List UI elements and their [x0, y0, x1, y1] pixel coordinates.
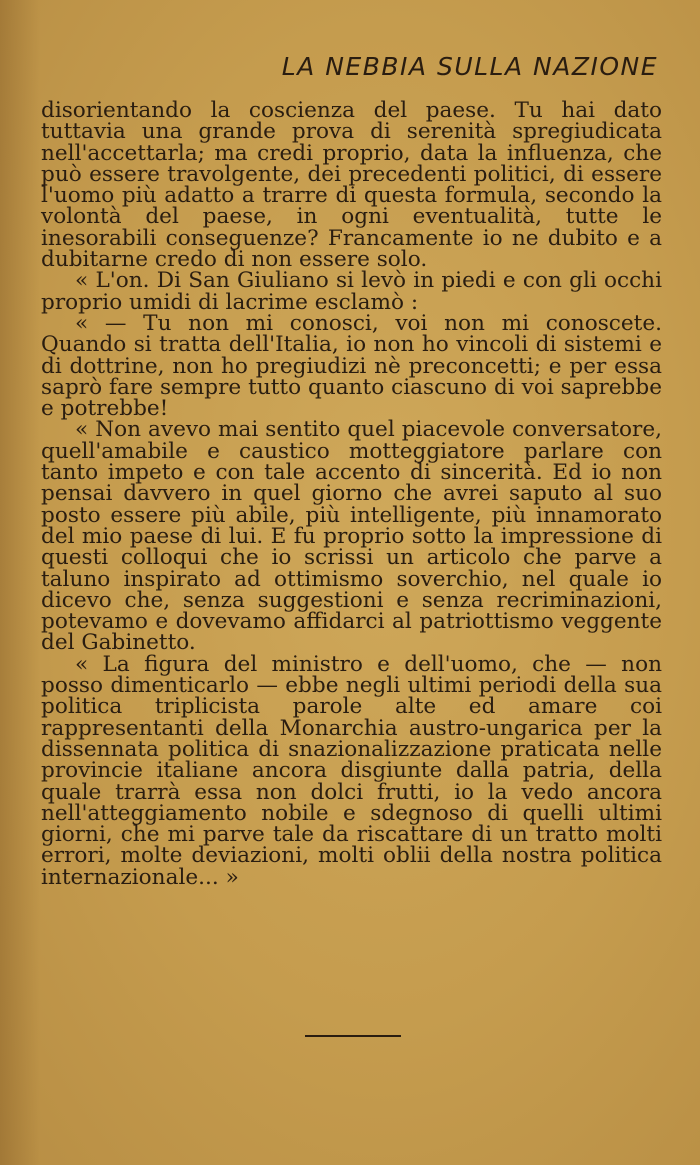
paragraph-5: « La figura del ministro e dell'uomo, che — non posso dimenticarlo — ebbe negli ultimi periodi della sua politica triplicista parole alte ed amare coi rappresentanti della Monarchia austro-ungarica per la dissennata politica di snazionalizzazione praticata nelle provincie italiane ancora disgiunte dalla patria, della quale trarrà essa non dolci frutti, io la vedo ancora nell'atteggiamento nobile e sdegnoso di quelli ultimi giorni, che mi parve tale da riscattare di un tratto molti errori, molte deviazioni, molti oblii della nostra politica internazionale... » [41, 651, 662, 890]
paragraph-4: « Non avevo mai sentito quel piacevole conversatore, quell'amabile e caustico motteggiatore parlare con tanto impeto e con tale accento di sincerità. Ed io non pensai davvero in quel giorno che avrei saputo al suo posto essere più abile, più intelligente, più innamorato del mio paese di lui. E fu proprio sotto la impressione di questi colloqui che io scrissi un articolo che parve a taluno inspirato ad ottimismo soverchio, nel quale io dicevo che, senza suggestioni e senza recriminazioni, potevamo e dovevamo affidarci al patriottismo veggente del Gabinetto. [41, 417, 662, 656]
paragraph-1: disorientando la coscienza del paese. Tu hai dato tuttavia una grande prova di serenità spregiudicata nell'accettarla; ma credi proprio, data la influenza, che può essere travolgente, dei precedenti politici, di essere l'uomo più adatto a trarre di questa formula, secondo la volontà del paese, in ogni eventualità, tutte le inesorabili conseguenze? Francamente io ne dubito e a dubitarne credo di non essere solo. [41, 98, 662, 273]
closing-rule [305, 1035, 401, 1037]
paragraph-2: « L'on. Di San Giuliano si levò in piedi e con gli occhi proprio umidi di lacrime esclamò : [41, 268, 662, 315]
paragraph-3: « — Tu non mi conosci, voi non mi conoscete. Quando si tratta dell'Italia, io non ho vincoli di sistemi e di dottrine, non ho pregiudizi nè preconcetti; e per essa saprò fare sempre tutto quanto ciascuno di voi saprebbe e potrebbe! [41, 310, 662, 422]
body-text [41, 100, 662, 888]
page-edge-shadow [0, 0, 40, 1165]
running-title: LA NEBBIA SULLA NAZIONE [281, 52, 658, 81]
